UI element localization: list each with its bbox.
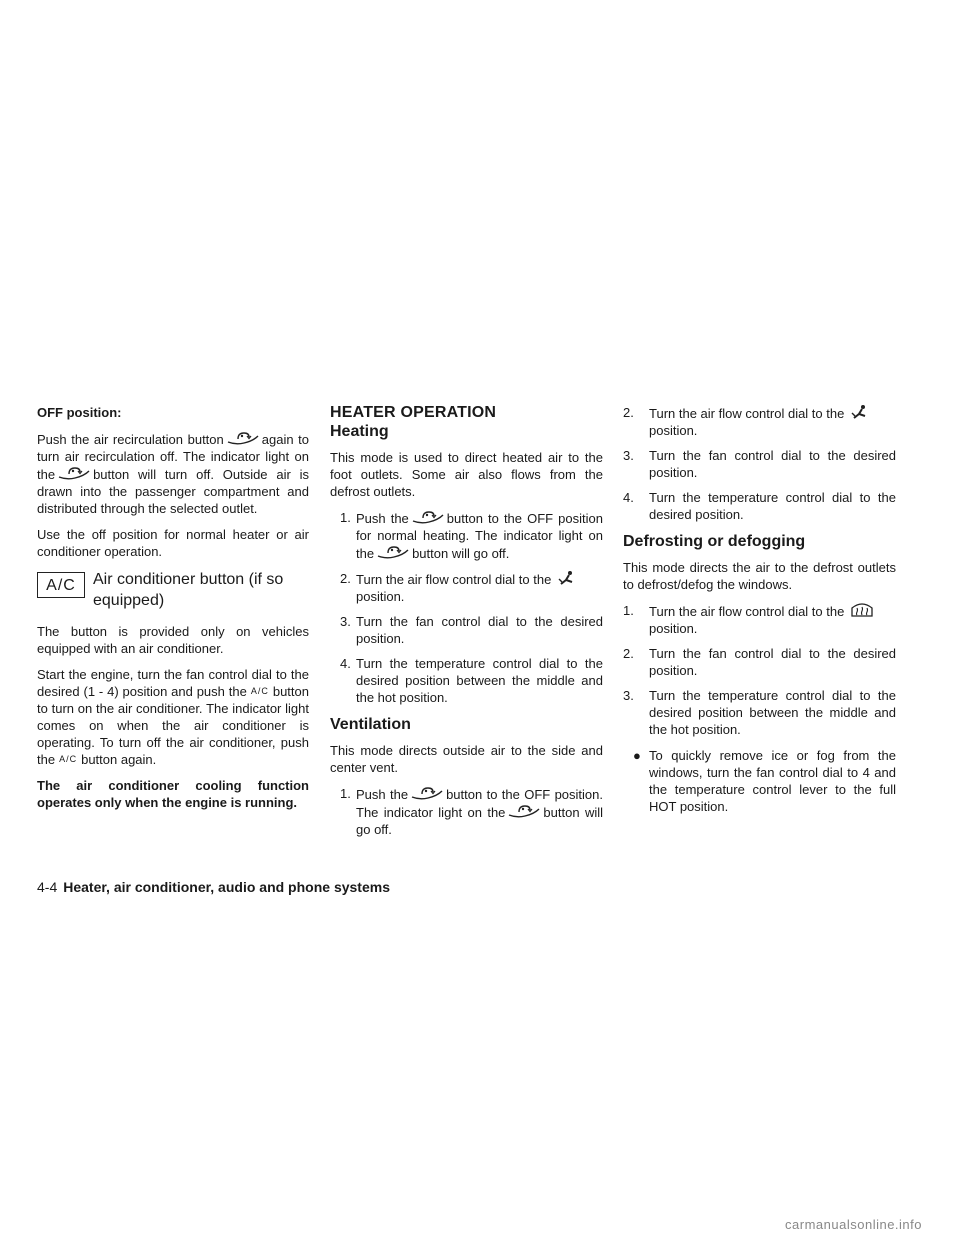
- paragraph-ac-provided: The button is provided only on vehicles equipped with an air conditioner.: [37, 624, 309, 656]
- heating-heading: Heating: [330, 423, 389, 440]
- off-position-heading: OFF position:: [37, 405, 122, 420]
- column-right: [623, 404, 896, 815]
- recirculation-icon: [376, 544, 410, 560]
- page-number: 4-4: [37, 879, 58, 895]
- list-item: 1. Turn the air flow control dial to the position.: [623, 602, 896, 637]
- paragraph-ac-warning: The air conditioner cooling function operates only when the engine is running.: [37, 778, 309, 810]
- recirculation-icon: [411, 509, 445, 525]
- list-item: 1. Push the button to the OFF position for normal heating. The indicator light on the button will go off.: [340, 510, 603, 561]
- column-left: [37, 404, 309, 820]
- foot-mode-icon: [557, 570, 577, 586]
- recirculation-icon: [57, 465, 91, 481]
- defrosting-intro: This mode directs the air to the defrost outlets to defrost/defog the windows.: [623, 560, 896, 592]
- ac-heading-title: Air conditioner button (if so equipped): [93, 571, 284, 609]
- chapter-title: Heater, air conditioner, audio and phone systems: [63, 879, 390, 895]
- list-item: 3. Turn the temperature control dial to the desired position between the middle and the hot position.: [623, 688, 896, 737]
- quick-defrost-tip: ● To quickly remove ice or fog from the windows, turn the fan control dial to 4 and the temperature control lever to the full HOT position.: [633, 748, 896, 814]
- defrosting-steps: [623, 602, 896, 738]
- ventilation-steps: [330, 785, 603, 838]
- ac-button-icon: A/C: [37, 572, 85, 598]
- ventilation-heading: Ventilation: [330, 716, 411, 733]
- list-item: 2. Turn the air flow control dial to the position.: [330, 570, 603, 605]
- paragraph-ac-operation: Start the engine, turn the fan control dial to the desired (1 - 4) position and push the A/C button to turn on the air conditioner. The indicator light comes on when the air conditioner is operating. To turn off the air conditioner, push the A/C button again.: [37, 667, 309, 767]
- paragraph-off-use: Use the off position for normal heater or air conditioner operation.: [37, 527, 309, 559]
- heater-operation-heading: HEATER OPERATION: [330, 404, 497, 421]
- list-item: 2. Turn the air flow control dial to the position.: [623, 404, 896, 439]
- list-item: 1. Push the button to the OFF position. The indicator light on the button will go off.: [340, 786, 603, 837]
- list-item: 4. Turn the temperature control dial to the desired position between the middle and the hot position.: [340, 656, 603, 705]
- list-item: 4. Turn the temperature control dial to the desired position.: [623, 490, 896, 522]
- ventilation-intro: This mode directs outside air to the side and center vent.: [330, 743, 603, 775]
- recirculation-icon: [226, 430, 260, 446]
- heating-steps: [330, 509, 603, 706]
- defrost-icon: [850, 602, 874, 618]
- ac-button-heading: [37, 569, 309, 611]
- column-middle: [330, 404, 603, 847]
- list-item: 3. Turn the fan control dial to the desired position.: [623, 448, 896, 480]
- recirculation-icon: [507, 803, 541, 819]
- heating-intro: This mode is used to direct heated air to the foot outlets. Some air also flows from the defrost outlets.: [330, 450, 603, 499]
- page-footer: [37, 879, 390, 896]
- recirculation-icon: [410, 785, 444, 801]
- ventilation-steps-continued: [623, 404, 896, 523]
- paragraph-recirc-off: Push the air recirculation button again to turn air recirculation off. The indicator light on the button will turn off. Outside air is drawn into the passenger compartment and distributed through the selected outlet.: [37, 432, 310, 516]
- vent-mode-icon: [850, 404, 870, 420]
- ac-small-icon: A/C: [250, 686, 269, 696]
- list-item: 2. Turn the fan control dial to the desired position.: [623, 646, 896, 678]
- list-item: 3. Turn the fan control dial to the desired position.: [340, 614, 603, 646]
- watermark: carmanualsonline.info: [785, 1217, 922, 1232]
- ac-small-icon: A/C: [59, 754, 78, 764]
- bullet-icon: ●: [633, 748, 641, 763]
- defrosting-heading: Defrosting or defogging: [623, 533, 806, 550]
